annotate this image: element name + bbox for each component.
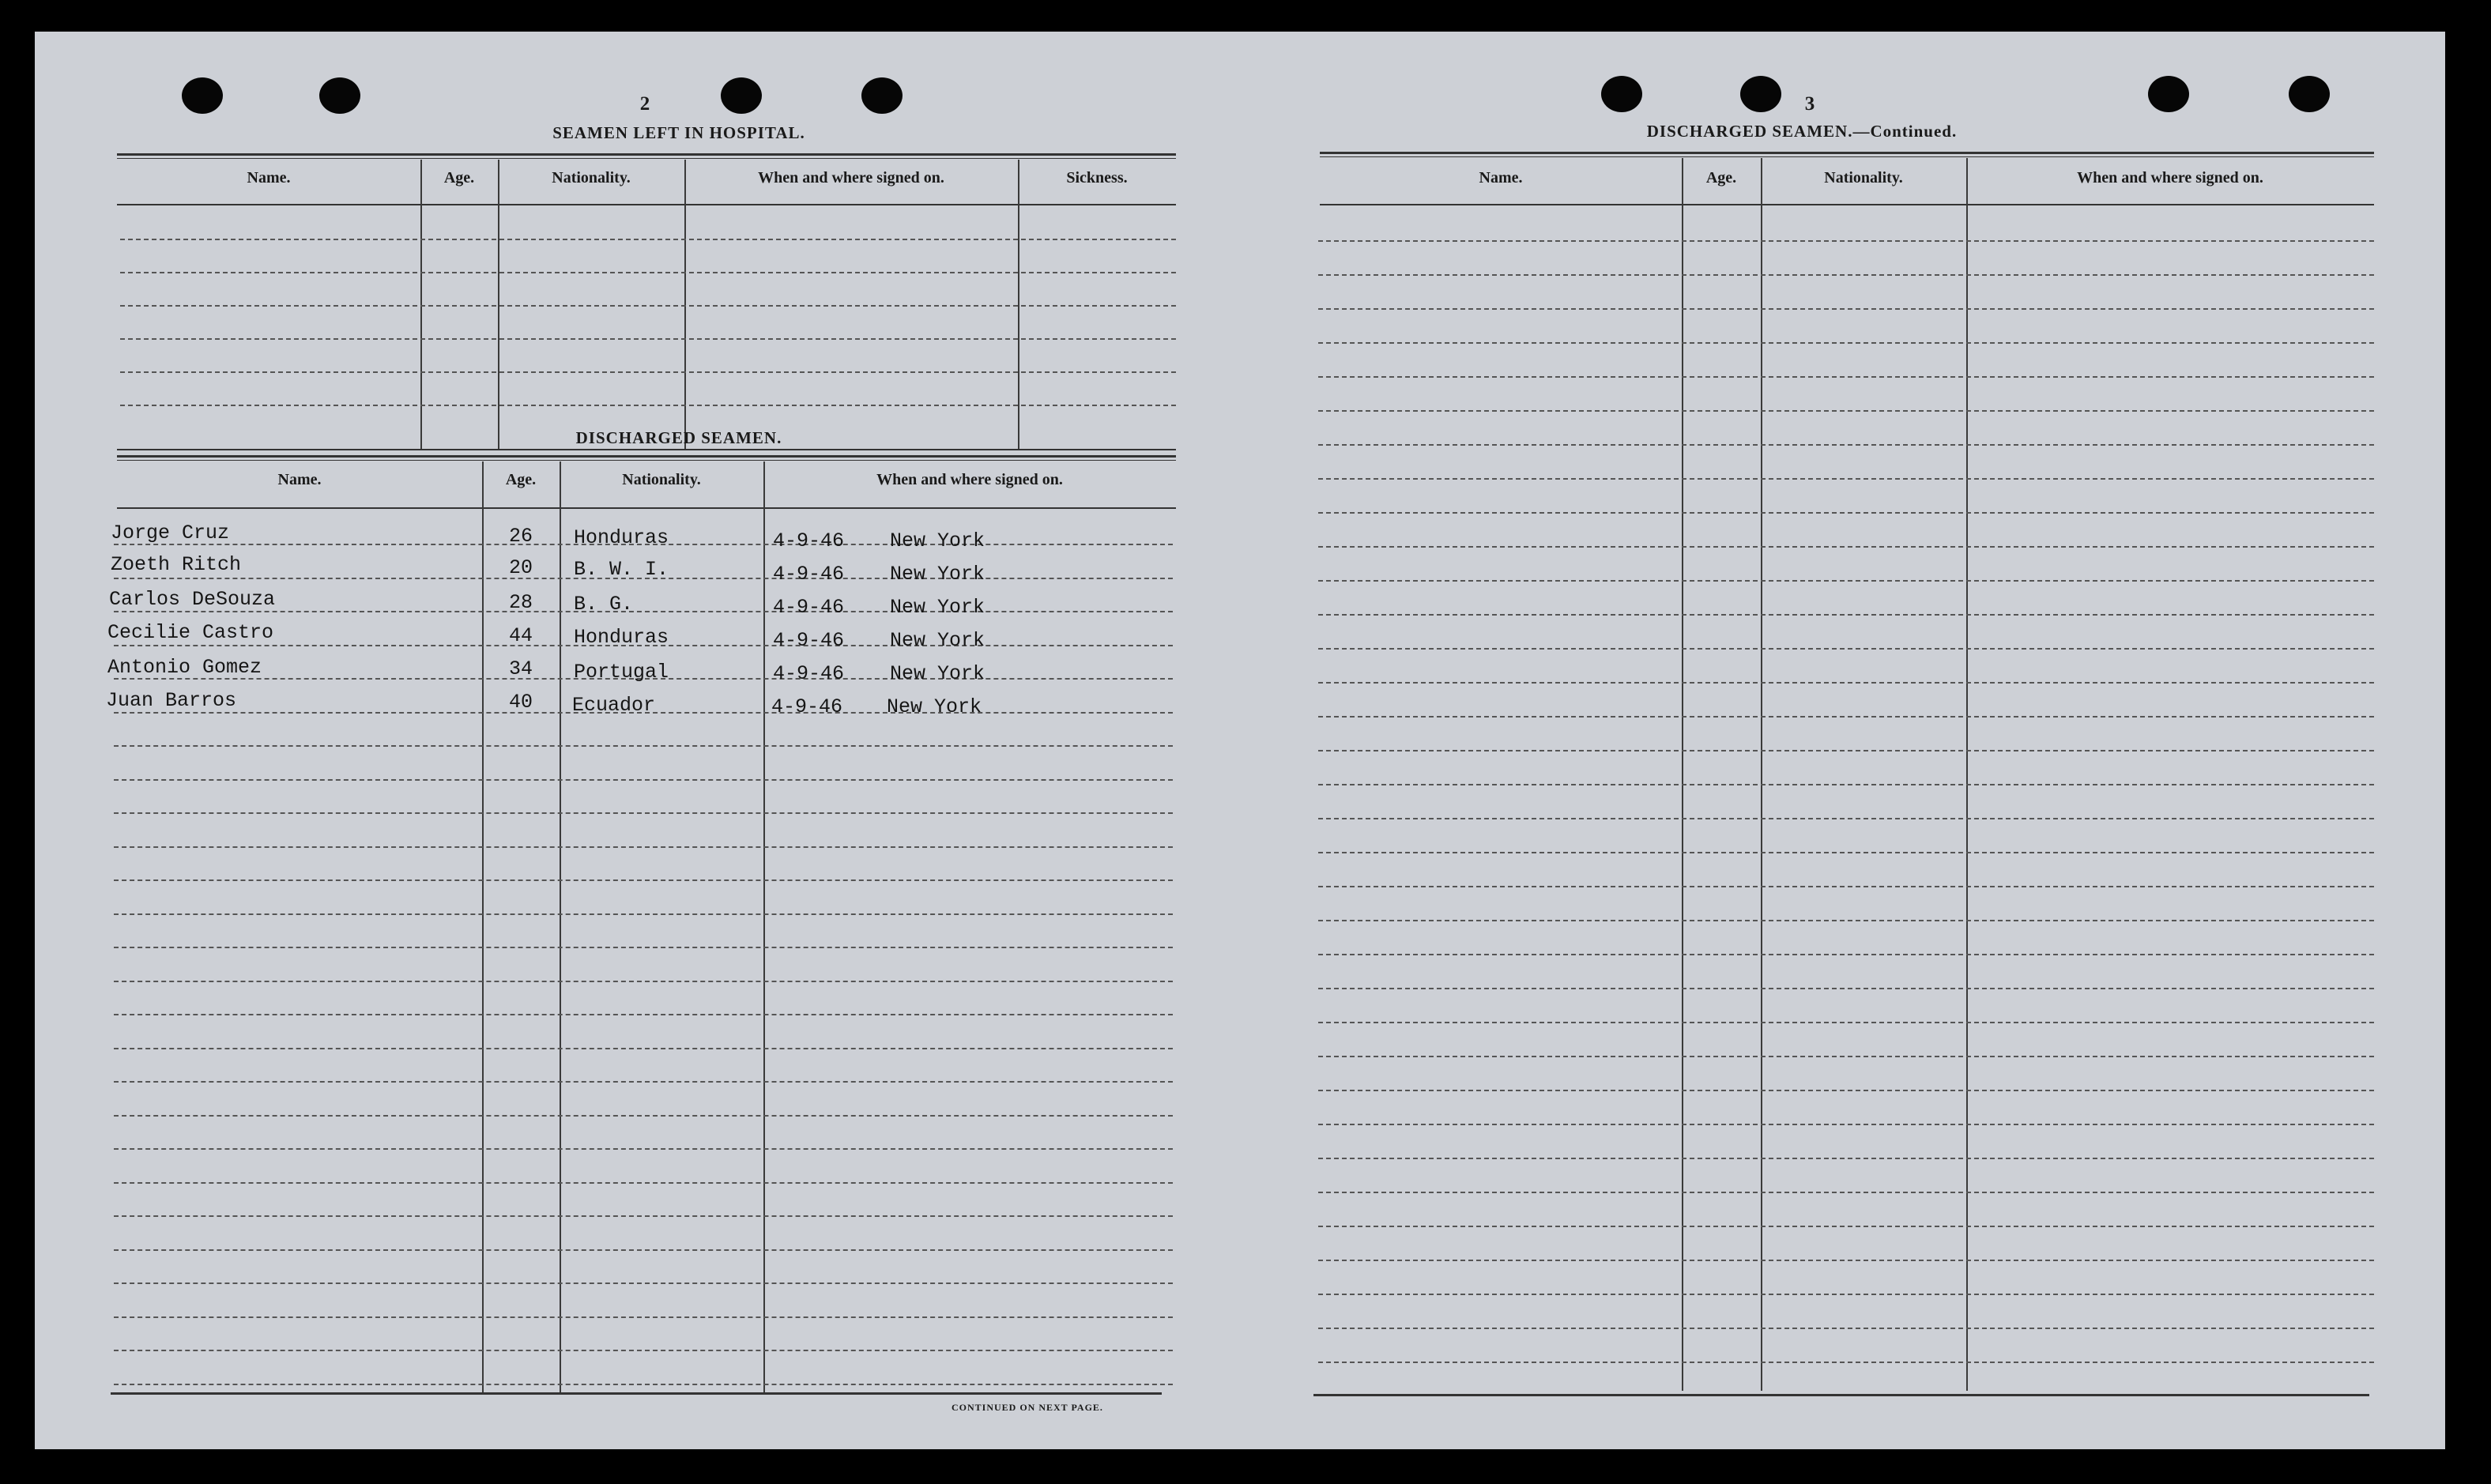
ruled-line — [1318, 920, 2374, 921]
ruled-line — [1318, 614, 2374, 616]
continued-col-name: Name. — [1479, 169, 1523, 186]
seaman-name: Carlos DeSouza — [109, 588, 276, 611]
ruled-line — [1318, 1124, 2374, 1125]
seaman-nationality: Portugal — [574, 661, 669, 684]
ruled-line — [1318, 1328, 2374, 1329]
seaman-age: 20 — [508, 556, 533, 579]
ruled-line — [1318, 954, 2374, 955]
ruled-line — [114, 1282, 1173, 1284]
ruled-line — [1318, 886, 2374, 887]
seaman-name: Cecilie Castro — [107, 621, 274, 644]
discharged-header-line — [117, 507, 1176, 509]
ruled-line — [1318, 1226, 2374, 1227]
ruled-line — [114, 981, 1173, 982]
punch-hole — [2148, 76, 2189, 112]
ruled-line — [1318, 988, 2374, 989]
ruled-line — [1318, 852, 2374, 853]
ledger-paper — [35, 32, 2445, 1449]
ruled-line — [1318, 818, 2374, 819]
signed-on-place: New York — [890, 563, 985, 586]
signed-on-date: 4-9-46 — [773, 662, 845, 685]
hospital-section-title: SEAMEN LEFT IN HOSPITAL. — [552, 123, 805, 142]
ruled-line — [1318, 274, 2374, 276]
ruled-line — [1318, 1192, 2374, 1193]
discharged-section-title: DISCHARGED SEAMEN. — [575, 428, 782, 447]
ruled-line — [114, 745, 1173, 747]
ruled-line — [1318, 410, 2374, 412]
page-number: 3 — [1804, 93, 1815, 115]
seaman-age: 26 — [508, 525, 533, 548]
seaman-name: Antonio Gomez — [107, 656, 262, 679]
ruled-line — [1318, 1362, 2374, 1363]
hospital-col-when-where: When and where signed on. — [758, 169, 944, 186]
punch-hole — [319, 77, 360, 114]
ruled-line — [1318, 1090, 2374, 1091]
signed-on-date: 4-9-46 — [773, 596, 845, 619]
ruled-line — [1318, 580, 2374, 582]
ruled-line — [114, 1215, 1173, 1217]
seaman-nationality: B. G. — [574, 593, 634, 616]
signed-on-date: 4-9-46 — [773, 529, 845, 552]
ruled-line — [114, 1350, 1173, 1351]
ruled-line — [120, 305, 1176, 307]
signed-on-place: New York — [890, 662, 985, 685]
discharged-divider — [763, 461, 765, 1392]
ruled-line — [120, 239, 1176, 240]
seaman-nationality: B. W. I. — [574, 558, 669, 581]
ruled-line — [1318, 308, 2374, 310]
seaman-age: 40 — [508, 691, 533, 714]
ruled-line — [1318, 240, 2374, 242]
punch-hole — [1601, 76, 1642, 112]
ruled-line — [114, 812, 1173, 814]
ruled-line — [114, 1316, 1173, 1318]
discharged-top-rule — [117, 455, 1176, 461]
left-page — [35, 32, 1220, 1449]
ruled-line — [1318, 512, 2374, 514]
signed-on-date: 4-9-46 — [771, 695, 843, 718]
ruled-line — [1318, 750, 2374, 751]
ruled-line — [1318, 546, 2374, 548]
ruled-line — [114, 1249, 1173, 1251]
continued-col-age: Age. — [1705, 169, 1737, 186]
ruled-line — [114, 1182, 1173, 1184]
ruled-line — [120, 338, 1176, 340]
ruled-line — [1318, 1056, 2374, 1057]
ruled-line — [1318, 682, 2374, 684]
punch-hole — [1740, 76, 1781, 112]
ruled-line — [120, 272, 1176, 273]
signed-on-date: 4-9-46 — [773, 629, 845, 652]
punch-hole — [861, 77, 903, 114]
discharged-bottom-line — [111, 1392, 1162, 1395]
ruled-line — [114, 1115, 1173, 1117]
ruled-line — [114, 947, 1173, 948]
seaman-nationality: Honduras — [574, 526, 669, 549]
ruled-line — [114, 1014, 1173, 1015]
discharged-col-name: Name. — [277, 471, 322, 488]
continued-col-when-where: When and where signed on. — [2077, 169, 2263, 186]
ruled-line — [114, 1081, 1173, 1083]
ruled-line — [114, 1384, 1173, 1385]
seaman-age: 44 — [508, 624, 533, 647]
discharged-divider — [560, 461, 561, 1392]
discharged-col-age: Age. — [505, 471, 537, 488]
page-number: 2 — [639, 93, 650, 115]
hospital-header-line — [117, 204, 1176, 205]
ruled-line — [1318, 444, 2374, 446]
seaman-name: Jorge Cruz — [111, 522, 230, 544]
ruled-line — [1318, 784, 2374, 785]
ruled-line — [1318, 1294, 2374, 1295]
continued-note: CONTINUED ON NEXT PAGE. — [952, 1402, 1103, 1413]
discharged-col-nationality: Nationality. — [622, 471, 701, 488]
hospital-bottom-line — [117, 449, 1176, 450]
seaman-age: 28 — [508, 591, 533, 614]
ruled-line — [114, 846, 1173, 848]
ruled-line — [114, 913, 1173, 915]
continued-header-line — [1320, 204, 2374, 205]
continued-top-rule — [1320, 152, 2374, 157]
punch-hole — [182, 77, 223, 114]
signed-on-place: New York — [890, 529, 985, 552]
punch-hole — [2289, 76, 2330, 112]
discharged-continued-title: DISCHARGED SEAMEN.—Continued. — [1646, 122, 1958, 141]
continued-bottom-line — [1313, 1394, 2369, 1396]
hospital-col-name: Name. — [247, 169, 291, 186]
ruled-line — [114, 1048, 1173, 1049]
ruled-line — [114, 879, 1173, 881]
continued-col-nationality: Nationality. — [1824, 169, 1903, 186]
right-page — [1268, 32, 2445, 1449]
hospital-col-sickness: Sickness. — [1066, 169, 1128, 186]
signed-on-place: New York — [890, 596, 985, 619]
seaman-name: Juan Barros — [106, 689, 237, 712]
ruled-line — [1318, 648, 2374, 650]
ruled-line — [1318, 478, 2374, 480]
seaman-nationality: Ecuador — [572, 694, 656, 717]
signed-on-date: 4-9-46 — [773, 563, 845, 586]
hospital-col-age: Age. — [443, 169, 475, 186]
ruled-line — [1318, 1022, 2374, 1023]
seaman-age: 34 — [508, 657, 533, 680]
signed-on-place: New York — [887, 695, 982, 718]
hospital-col-nationality: Nationality. — [552, 169, 631, 186]
seaman-name: Zoeth Ritch — [111, 553, 242, 576]
ruled-line — [120, 371, 1176, 373]
seaman-nationality: Honduras — [574, 626, 669, 649]
ruled-line — [114, 779, 1173, 781]
ruled-line — [120, 405, 1176, 406]
hospital-top-rule — [117, 153, 1176, 159]
ruled-line — [114, 1148, 1173, 1150]
ruled-line — [1318, 1260, 2374, 1261]
discharged-col-when-where: When and where signed on. — [876, 471, 1063, 488]
ruled-line — [1318, 716, 2374, 718]
ruled-line — [1318, 376, 2374, 378]
punch-hole — [721, 77, 762, 114]
ruled-line — [1318, 1158, 2374, 1159]
signed-on-place: New York — [890, 629, 985, 652]
ruled-line — [114, 611, 1173, 612]
ruled-line — [1318, 342, 2374, 344]
